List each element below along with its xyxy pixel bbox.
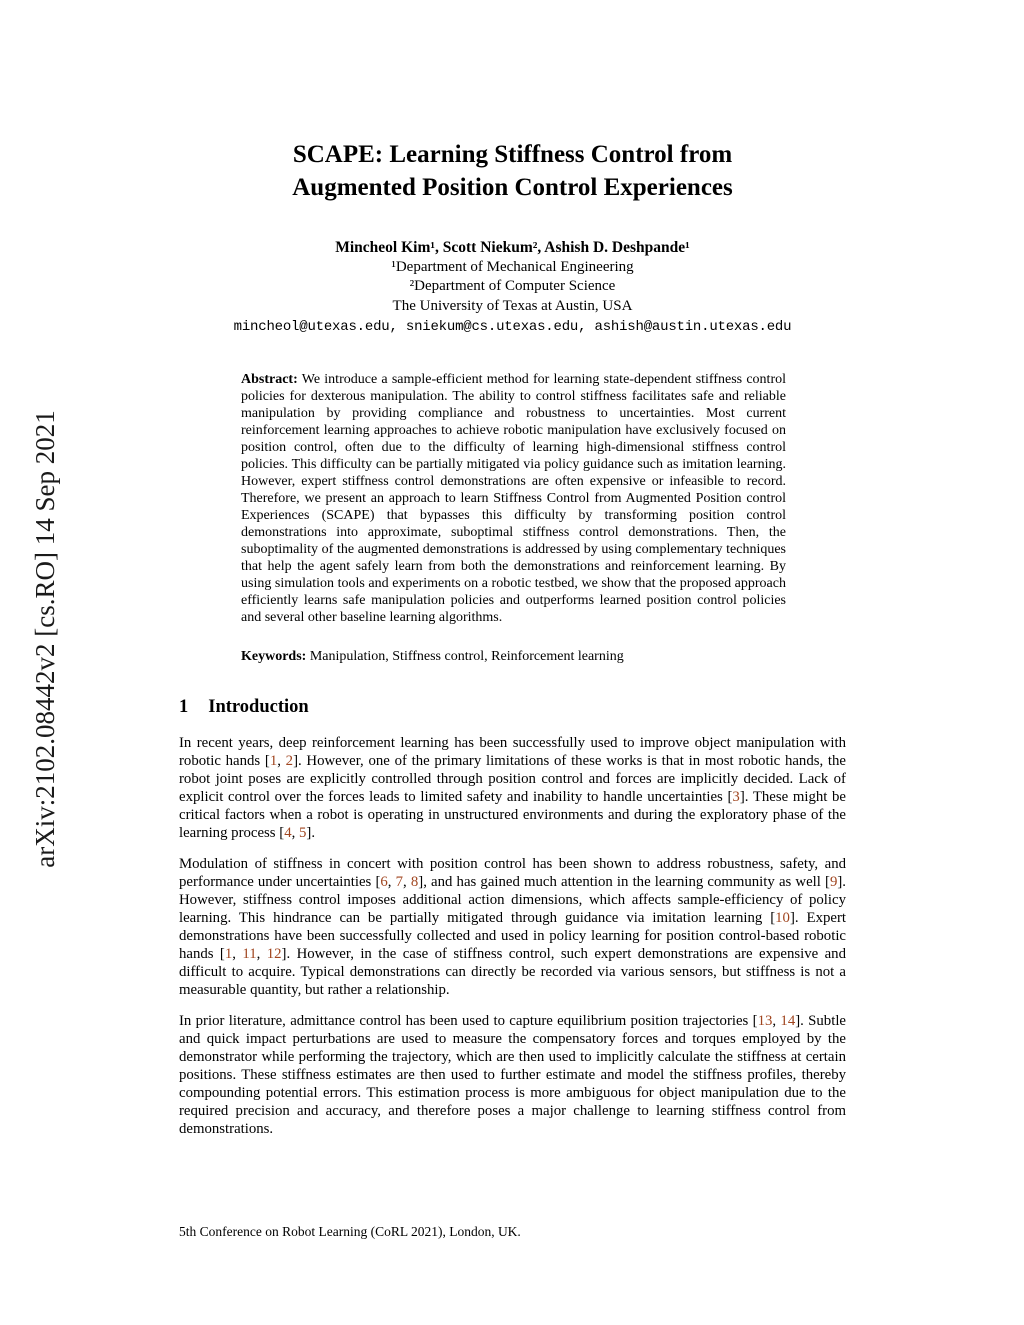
paragraph-3: In prior literature, admittance control has been used to capture equilibrium position trajectories [13, 14]. Subtle and quick impact perturbations are used to measure the compensatory forces and torques employed by the demonstrator while performing the trajectory, which are then used to implicitly calculate the stiffness at certain positions. These stiffness estimates are then used to further estimate and model the stiffness profiles, thereby compounding potential errors. This estimation process is more ambiguous for object manipulation due to the required precision and accuracy, and therefore poses a major challenge to learning stiffness control from demonstrations. [179, 1012, 846, 1137]
keywords-text: Manipulation, Stiffness control, Reinforcement learning [309, 648, 624, 664]
citation-link[interactable]: 8 [410, 873, 419, 890]
abstract-block [241, 371, 786, 626]
paragraph-1: In recent years, deep reinforcement learning has been successfully used to improve object manipulation with robotic hands [1, 2]. However, one of the primary limitations of these works is that in most robotic hands, the robot joint poses are explicitly controlled through position control and forces are implicitly decided. Lack of explicit control over the forces leads to limited safety and inability to handle uncertainties [3]. These might be critical factors when a robot is operating in unstructured environments and during the exploratory phase of the learning process [4, 5]. [179, 734, 846, 841]
abstract-text: We introduce a sample-efficient method for learning state-dependent stiffness control policies for dexterous manipulation. The ability to control stiffness facilitates safe and reliable manipulation by providing compliance and robustness to uncertainties. Most current reinforcement learning approaches to achieve robotic manipulation have exclusively focused on position control, often due to the difficulty of learning high-dimensional stiffness control policies. This difficulty can be partially mitigated via policy guidance such as imitation learning. However, expert stiffness control demonstrations are often expensive or infeasible to record. Therefore, we present an approach to learn Stiffness Control from Augmented Position control Experiences (SCAPE) that bypasses this difficulty by transforming position control demonstrations into approximate, suboptimal stiffness control demonstrations. Then, the suboptimality of the augmented demonstrations is addressed by using complementary techniques that help the agent safely learn from both the demonstrations and reinforcement learning. By using simulation tools and experiments on a robotic testbed, we show that the proposed approach efficiently learns safe manipulation policies and outperforms learned position control policies and several other baseline learning algorithms. [241, 371, 786, 625]
citation-link[interactable]: 1 [224, 945, 233, 962]
citation-link[interactable]: 1 [269, 752, 278, 769]
section-number: 1 [179, 696, 189, 717]
paper-title-line1: SCAPE: Learning Stiffness Control from [292, 141, 733, 168]
citation-link[interactable]: 9 [829, 873, 838, 890]
author-emails: mincheol@utexas.edu, sniekum@cs.utexas.edu, ashish@austin.utexas.edu [233, 318, 792, 335]
affiliation-line-2: ²Department of Computer Science [409, 278, 616, 295]
authors-line: Mincheol Kim¹, Scott Niekum², Ashish D. Deshpande¹ [335, 239, 690, 256]
citation-link[interactable]: 13 [757, 1012, 773, 1029]
paper-title-line2: Augmented Position Control Experiences [292, 174, 733, 201]
arxiv-watermark: arXiv:2102.08442v2 [cs.RO] 14 Sep 2021 [30, 410, 60, 868]
citation-link[interactable]: 3 [732, 788, 740, 805]
section-heading-introduction [179, 697, 846, 718]
citation-link[interactable]: 4 [284, 824, 292, 841]
citation-link[interactable]: 2 [285, 752, 294, 769]
citation-link[interactable]: 6 [380, 873, 388, 890]
paragraph-2: Modulation of stiffness in concert with position control has been shown to address robustness, safety, and performance under uncertainties [6, 7, 8], and has gained much attention in the learning community as well [9]. However, stiffness control imposes additional action dimensions, which affects sample-efficiency of policy learning. This hindrance can be partially mitigated through guidance via imitation learning [10]. Expert demonstrations have been successfully collected and used in policy learning for position control-based robotic hands [1, 11, 12]. However, in the case of stiffness control, such expert demonstrations are expensive and difficult to acquire. Typical demonstrations can directly be recorded via various sensors, but stiffness is not a measurable quantity, but rather a relationship. [179, 855, 846, 998]
paper-title [179, 138, 846, 204]
citation-link[interactable]: 7 [395, 873, 404, 890]
citation-link[interactable]: 10 [775, 909, 790, 926]
citation-link[interactable]: 12 [266, 945, 282, 962]
introduction-body [179, 734, 846, 1138]
keywords-label: Keywords: [241, 648, 307, 664]
abstract-label: Abstract: [241, 371, 298, 387]
citation-link[interactable]: 5 [299, 824, 307, 841]
content-column [179, 0, 846, 1151]
conference-footnote: 5th Conference on Robot Learning (CoRL 2021), London, UK. [179, 1224, 521, 1239]
affiliation-line-1: ¹Department of Mechanical Engineering [391, 259, 634, 276]
section-title: Introduction [208, 696, 309, 717]
citation-link[interactable]: 11 [242, 945, 257, 962]
citation-link[interactable]: 14 [780, 1012, 796, 1029]
affiliation-line-3: The University of Texas at Austin, USA [392, 297, 633, 314]
keywords-block [241, 648, 786, 665]
